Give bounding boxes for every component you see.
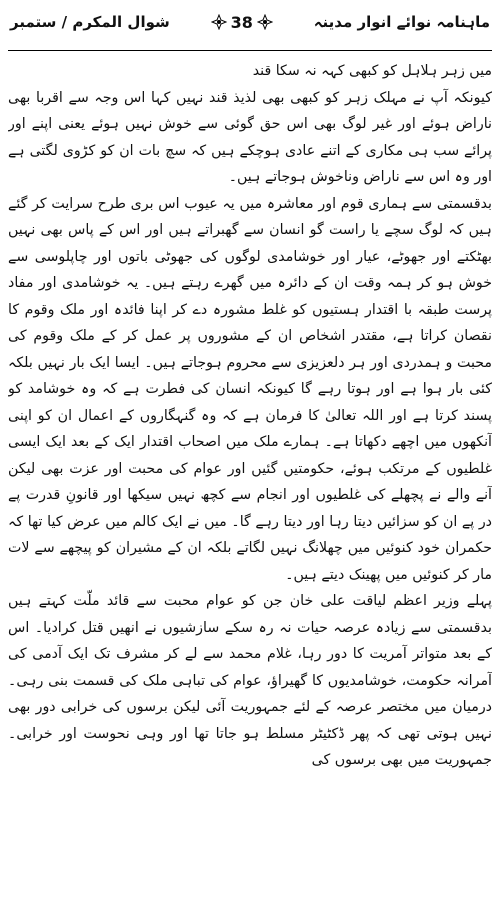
article-paragraph: پہلے وزیر اعظم لیاقت علی خان جن کو عوام محبت سے قائد ملّت کہتے ہیں بدقسمتی سے زیادہ عرصہ حیات نہ رہ سکے سازشیوں نے انھیں قتل کرادیا۔ اس کے بعد متواتر آمریت کا دور رہا، غلام محمد سے لے کر مشرف تک ایک آدمی کی آمرانہ حکومت، خوشامدیوں کا گھیراؤ، عوام کی تباہی ملک کی قسمت بنی رہی۔ درمیان میں مختصر عرصہ کے لئے جمہوریت آئی لیکن برسوں کی خرابی دور بھی نہیں ہوتی تھی کہ پھر ڈکٹیٹر مسلط ہو جاتا تھا اور وہی نحوست اور خرابی۔ جمہوریت میں بھی برسوں کی [8,593,492,768]
page-number: 38 [230,12,253,32]
article-paragraph: کیونکہ آپ نے مہلک زہر کو کبھی بھی لذیذ قند نہیں کہا اس وجہ سے اقربا بھی ناراض ہوئے اور غیر لوگ بھی اس حق گوئی سے خوش نہیں ہوئے یعنی اپنے اور پرائے سب ہی مکاری کے اتنے عادی ہوچکے ہیں کہ سچ بات ان کو کڑوی لگتی ہے اور وہ اس سے ناراض وناخوش ہوجاتے ہیں۔ [8,89,492,185]
header-divider [8,50,492,51]
issue-month: شوال المکرم / ستمبر [10,13,170,31]
page-header [0,0,500,44]
magazine-title: ماہنامہ نوائے انوار مدینہ [313,13,490,31]
article-body [8,58,492,904]
ornament-icon [211,14,227,30]
article-paragraph: بدقسمتی سے ہماری قوم اور معاشرہ میں یہ عیوب اس بری طرح سرایت کر گئے ہیں کہ لوگ سچے یا راست گو انسان سے گھبراتے ہیں اور اس کے پاس بھی نہیں بھٹکتے اور جھوٹے، عیار اور خوشامدی لوگوں کی جھوٹی باتوں اور چاپلوسی سے خوش ہو کر ہمہ وقت ان کے دائرہ میں گھرے رہتے ہیں۔ یہ خوشامدی اور مفاد پرست طبقہ با اقتدار ہستیوں کو غلط مشورہ دے کر اپنا فائدہ اور ملک وقوم کا نقصان کراتا ہے، مقتدر اشخاص ان کے مشوروں پر عمل کر کے ملک وقوم کی محبت و ہمدردی اور ہر دلعزیزی سے محروم ہوجاتے ہیں۔ ایسا ایک بار نہیں بلکہ کئی بار ہوا ہے اور ہوتا رہے گا کیونکہ انسان کی فطرت ہے کہ وہ خوشامد کو پسند کرتا ہے اور اللہ تعالیٰ کا فرمان ہے کہ وہ گنہگاروں کے اعمال ان کو اپنی آنکھوں میں اچھے دکھاتا ہے۔ ہمارے ملک میں اصحاب اقتدار ایک کے بعد ایک ایسی غلطیوں کے مرتکب ہوئے، حکومتیں گئیں اور عوام کی محبت اور عزت بھی لیکن آنے والے نے پچھلے کی غلطیوں اور انجام سے کچھ نہیں سیکھا اور قانونِ قدرت پے در پے ان کو سزائیں دیتا رہا اور دیتا رہے گا۔ میں نے ایک کالم میں عرض کیا تھا کہ حکمران خود کنوئیں میں چھلانگ نہیں لگاتے بلکہ ان کے مشیران کو پیچھے سے لات مار کر کنوئیں میں پھینک دیتے ہیں۔ [8,195,492,583]
ornament-icon [257,14,273,30]
verse-line: میں زہر ہلاہل کو کبھی کہہ نہ سکا قند [252,63,492,79]
page-number-block [211,13,273,32]
